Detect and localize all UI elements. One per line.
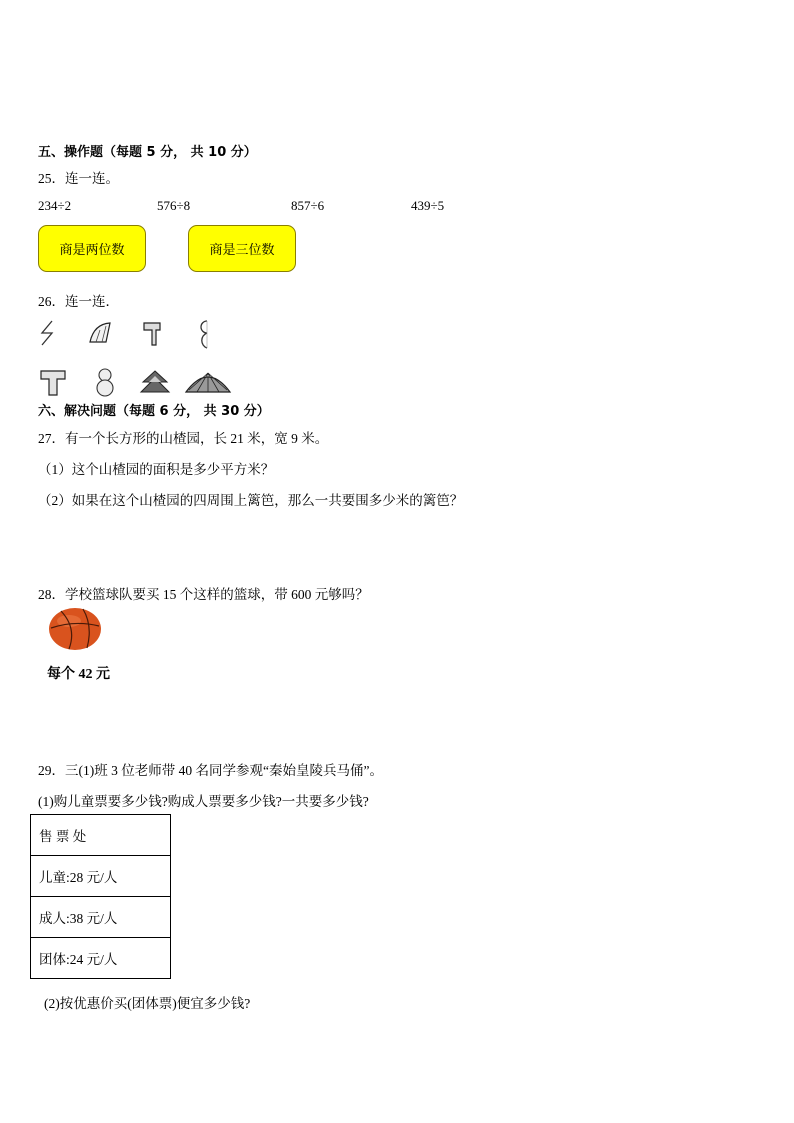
ticket-row [31, 938, 171, 979]
ticket-row [31, 897, 171, 938]
q27-text: 27．有一个长方形的山楂园，长 21 米，宽 9 米。 [38, 431, 329, 446]
q25-expression-1: 234÷2 [38, 198, 72, 213]
ticket-group-price: 团体:24 元/人 [31, 938, 171, 979]
bubble-three-digit [188, 225, 296, 272]
q27-sub1: （1）这个山楂园的面积是多少平方米？ [38, 462, 275, 477]
full-shape-umbrella [183, 368, 233, 396]
q28-text: 28．学校篮球队要买 15 个这样的篮球，带 600 元够吗？ [38, 587, 369, 602]
full-shape-mushroom [38, 368, 68, 398]
q29-sub2: (2)按优惠价买(团体票)便宜多少钱? [44, 996, 251, 1011]
half-shape-umbrella [88, 320, 114, 346]
full-shape-tree [139, 368, 171, 396]
half-shape-mushroom [142, 320, 164, 348]
q26-text: 26．连一连． [38, 294, 119, 309]
basketball-price: 每个 42 元 [47, 667, 110, 682]
half-shape-lightning [38, 318, 60, 348]
q25-expression-3: 857÷6 [291, 198, 325, 213]
q29-sub1: (1)购儿童票要多少钱?购成人票要多少钱?一共要多少钱? [38, 794, 369, 809]
section-6-title: 六、解决问题（每题 6 分， 共 30 分） [38, 404, 270, 419]
section-5-title: 五、操作题（每题 5 分， 共 10 分） [38, 145, 257, 160]
q25-expression-4: 439÷5 [411, 198, 445, 213]
q25-text: 25．连一连。 [38, 171, 119, 186]
basketball-icon [47, 606, 103, 652]
ticket-child-price: 儿童:28 元/人 [31, 856, 171, 897]
ticket-header: 售 票 处 [31, 815, 171, 856]
q25-expression-2: 576÷8 [157, 198, 191, 213]
full-shape-snowman [92, 366, 118, 398]
q27-sub2: （2）如果在这个山楂园的四周围上篱笆，那么一共要围多少米的篱笆？ [38, 493, 464, 508]
bubble-two-digit [38, 225, 146, 272]
ticket-adult-price: 成人:38 元/人 [31, 897, 171, 938]
ticket-row [31, 856, 171, 897]
ticket-row [31, 815, 171, 856]
bubble-three-digit-label: 商是三位数 [209, 242, 275, 257]
ticket-table [30, 814, 171, 979]
q29-text: 29．三(1)班 3 位老师带 40 名同学参观“秦始皇陵兵马俑”。 [38, 763, 383, 778]
half-shape-snowman [195, 318, 211, 350]
bubble-two-digit-label: 商是两位数 [59, 242, 125, 257]
